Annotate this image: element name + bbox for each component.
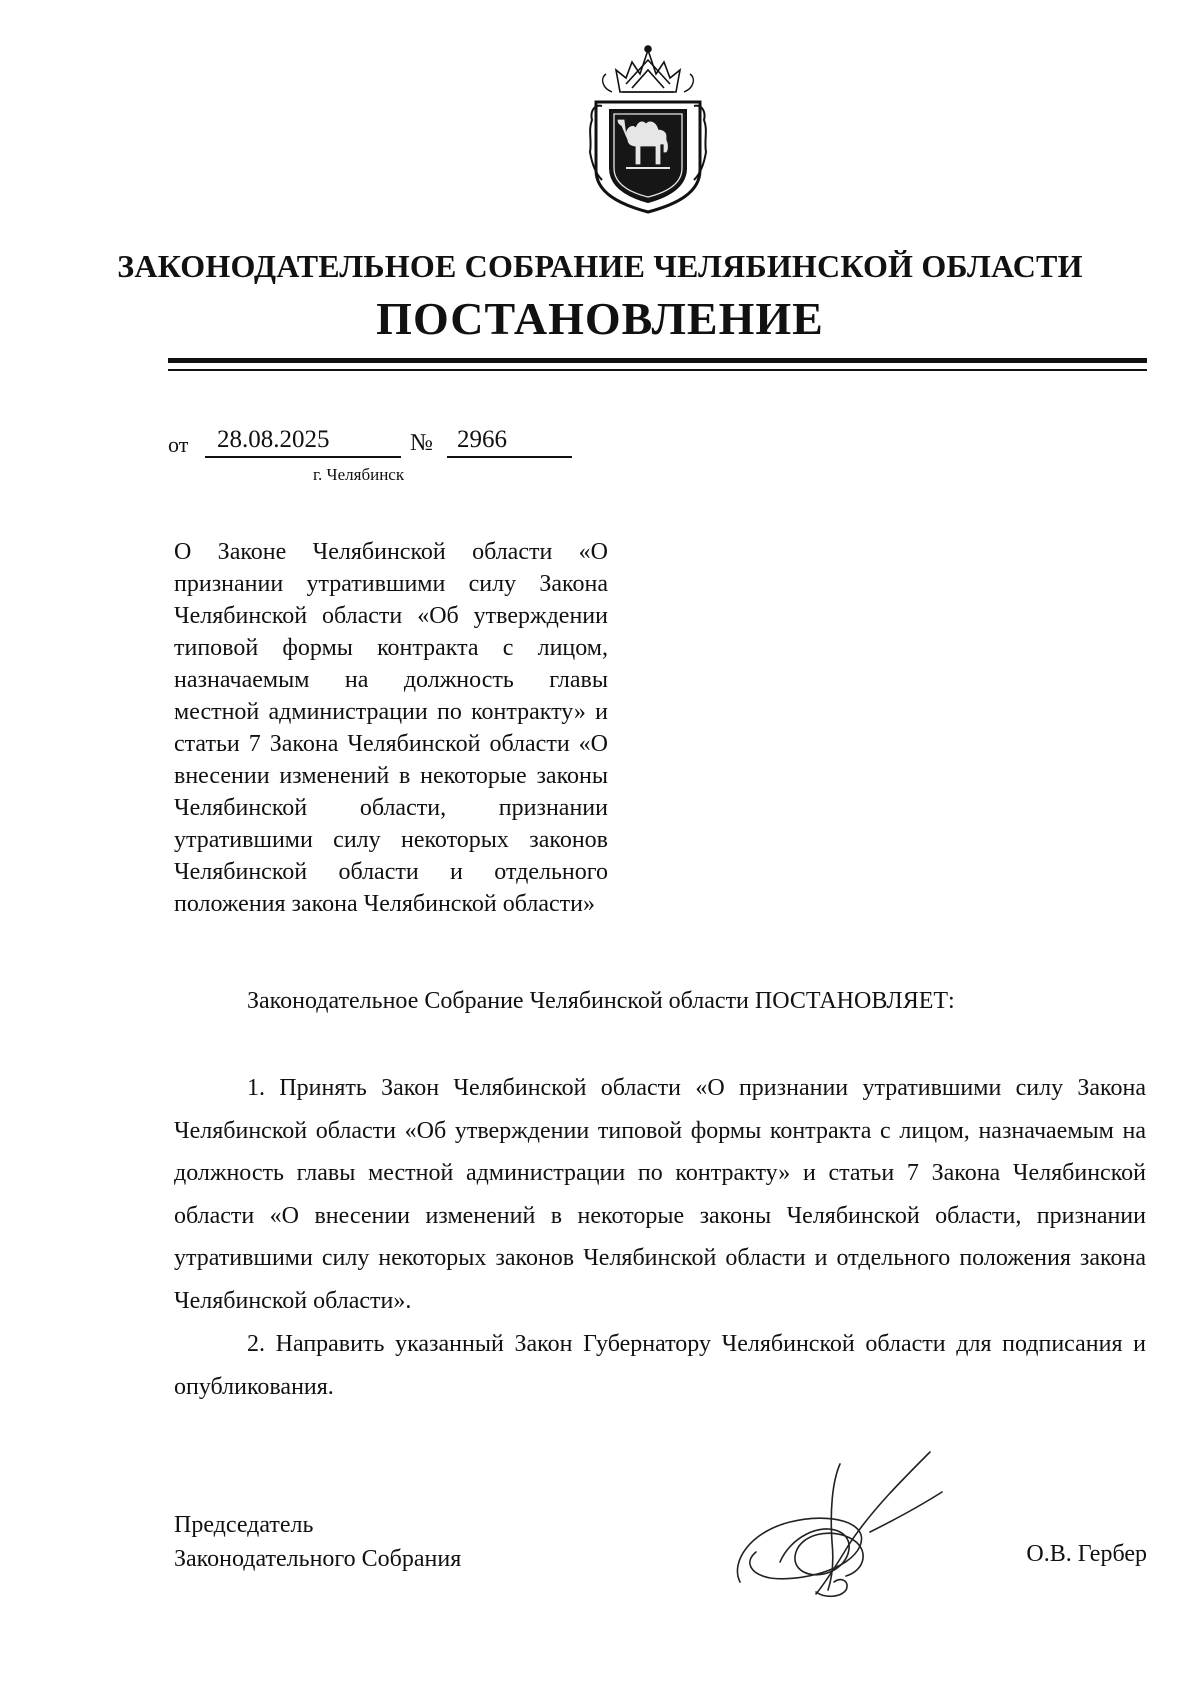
document-date: 28.08.2025 — [217, 426, 330, 453]
chelyabinsk-coat-of-arms-icon — [582, 40, 714, 215]
organization-heading: ЗАКОНОДАТЕЛЬНОЕ СОБРАНИЕ ЧЕЛЯБИНСКОЙ ОБЛАСТИ — [117, 248, 1083, 284]
document-number: 2966 — [457, 426, 507, 453]
decree-paragraph-2: 2. Направить указанный Закон Губернатору Челябинской области для подписания и опубликования. — [174, 1331, 1146, 1400]
header-rule-thick — [168, 358, 1147, 363]
date-underline — [205, 456, 401, 458]
decree-intro: Законодательное Собрание Челябинской области ПОСТАНОВЛЯЕТ: — [247, 988, 955, 1014]
number-underline — [447, 456, 572, 458]
document-type-heading: ПОСТАНОВЛЕНИЕ — [376, 293, 824, 344]
signatory-title-line-1: Председатель — [174, 1512, 314, 1538]
date-prefix-label: от — [168, 432, 189, 457]
handwritten-signature-icon — [720, 1442, 950, 1602]
signatory-title-line-2: Законодательного Собрания — [174, 1546, 462, 1572]
signatory-title — [174, 1508, 461, 1576]
signatory-name: О.В. Гербер — [1026, 1541, 1147, 1567]
city-label: г. Челябинск — [313, 465, 405, 484]
decree-paragraph-1: 1. Принять Закон Челябинской области «О признании утратившими силу Закона Челябинской области «Об утверждении типовой формы контракта с лицом, назначаемым на должность главы местной администрации по контракту» и статьи 7 Закона Челябинской области «О внесении изменений в некоторые законы Челябинской области, признании утратившими силу некоторых законов Челябинской области и отдельного положения закона Челябинской области». — [174, 1075, 1146, 1314]
number-label: № — [410, 430, 433, 456]
document-subject: О Законе Челябинской области «О признании утратившими силу Закона Челябинской области «Об утверждении типовой формы контракта с лицом, назначаемым на должность главы местной администрации по контракту» и статьи 7 Закона Челябинской области «О внесении изменений в некоторые законы Челябинской области, признании утратившими силу некоторых законов Челябинской области и отдельного положения закона Челябинской области» — [174, 539, 608, 917]
header-rule-thin — [168, 369, 1147, 371]
